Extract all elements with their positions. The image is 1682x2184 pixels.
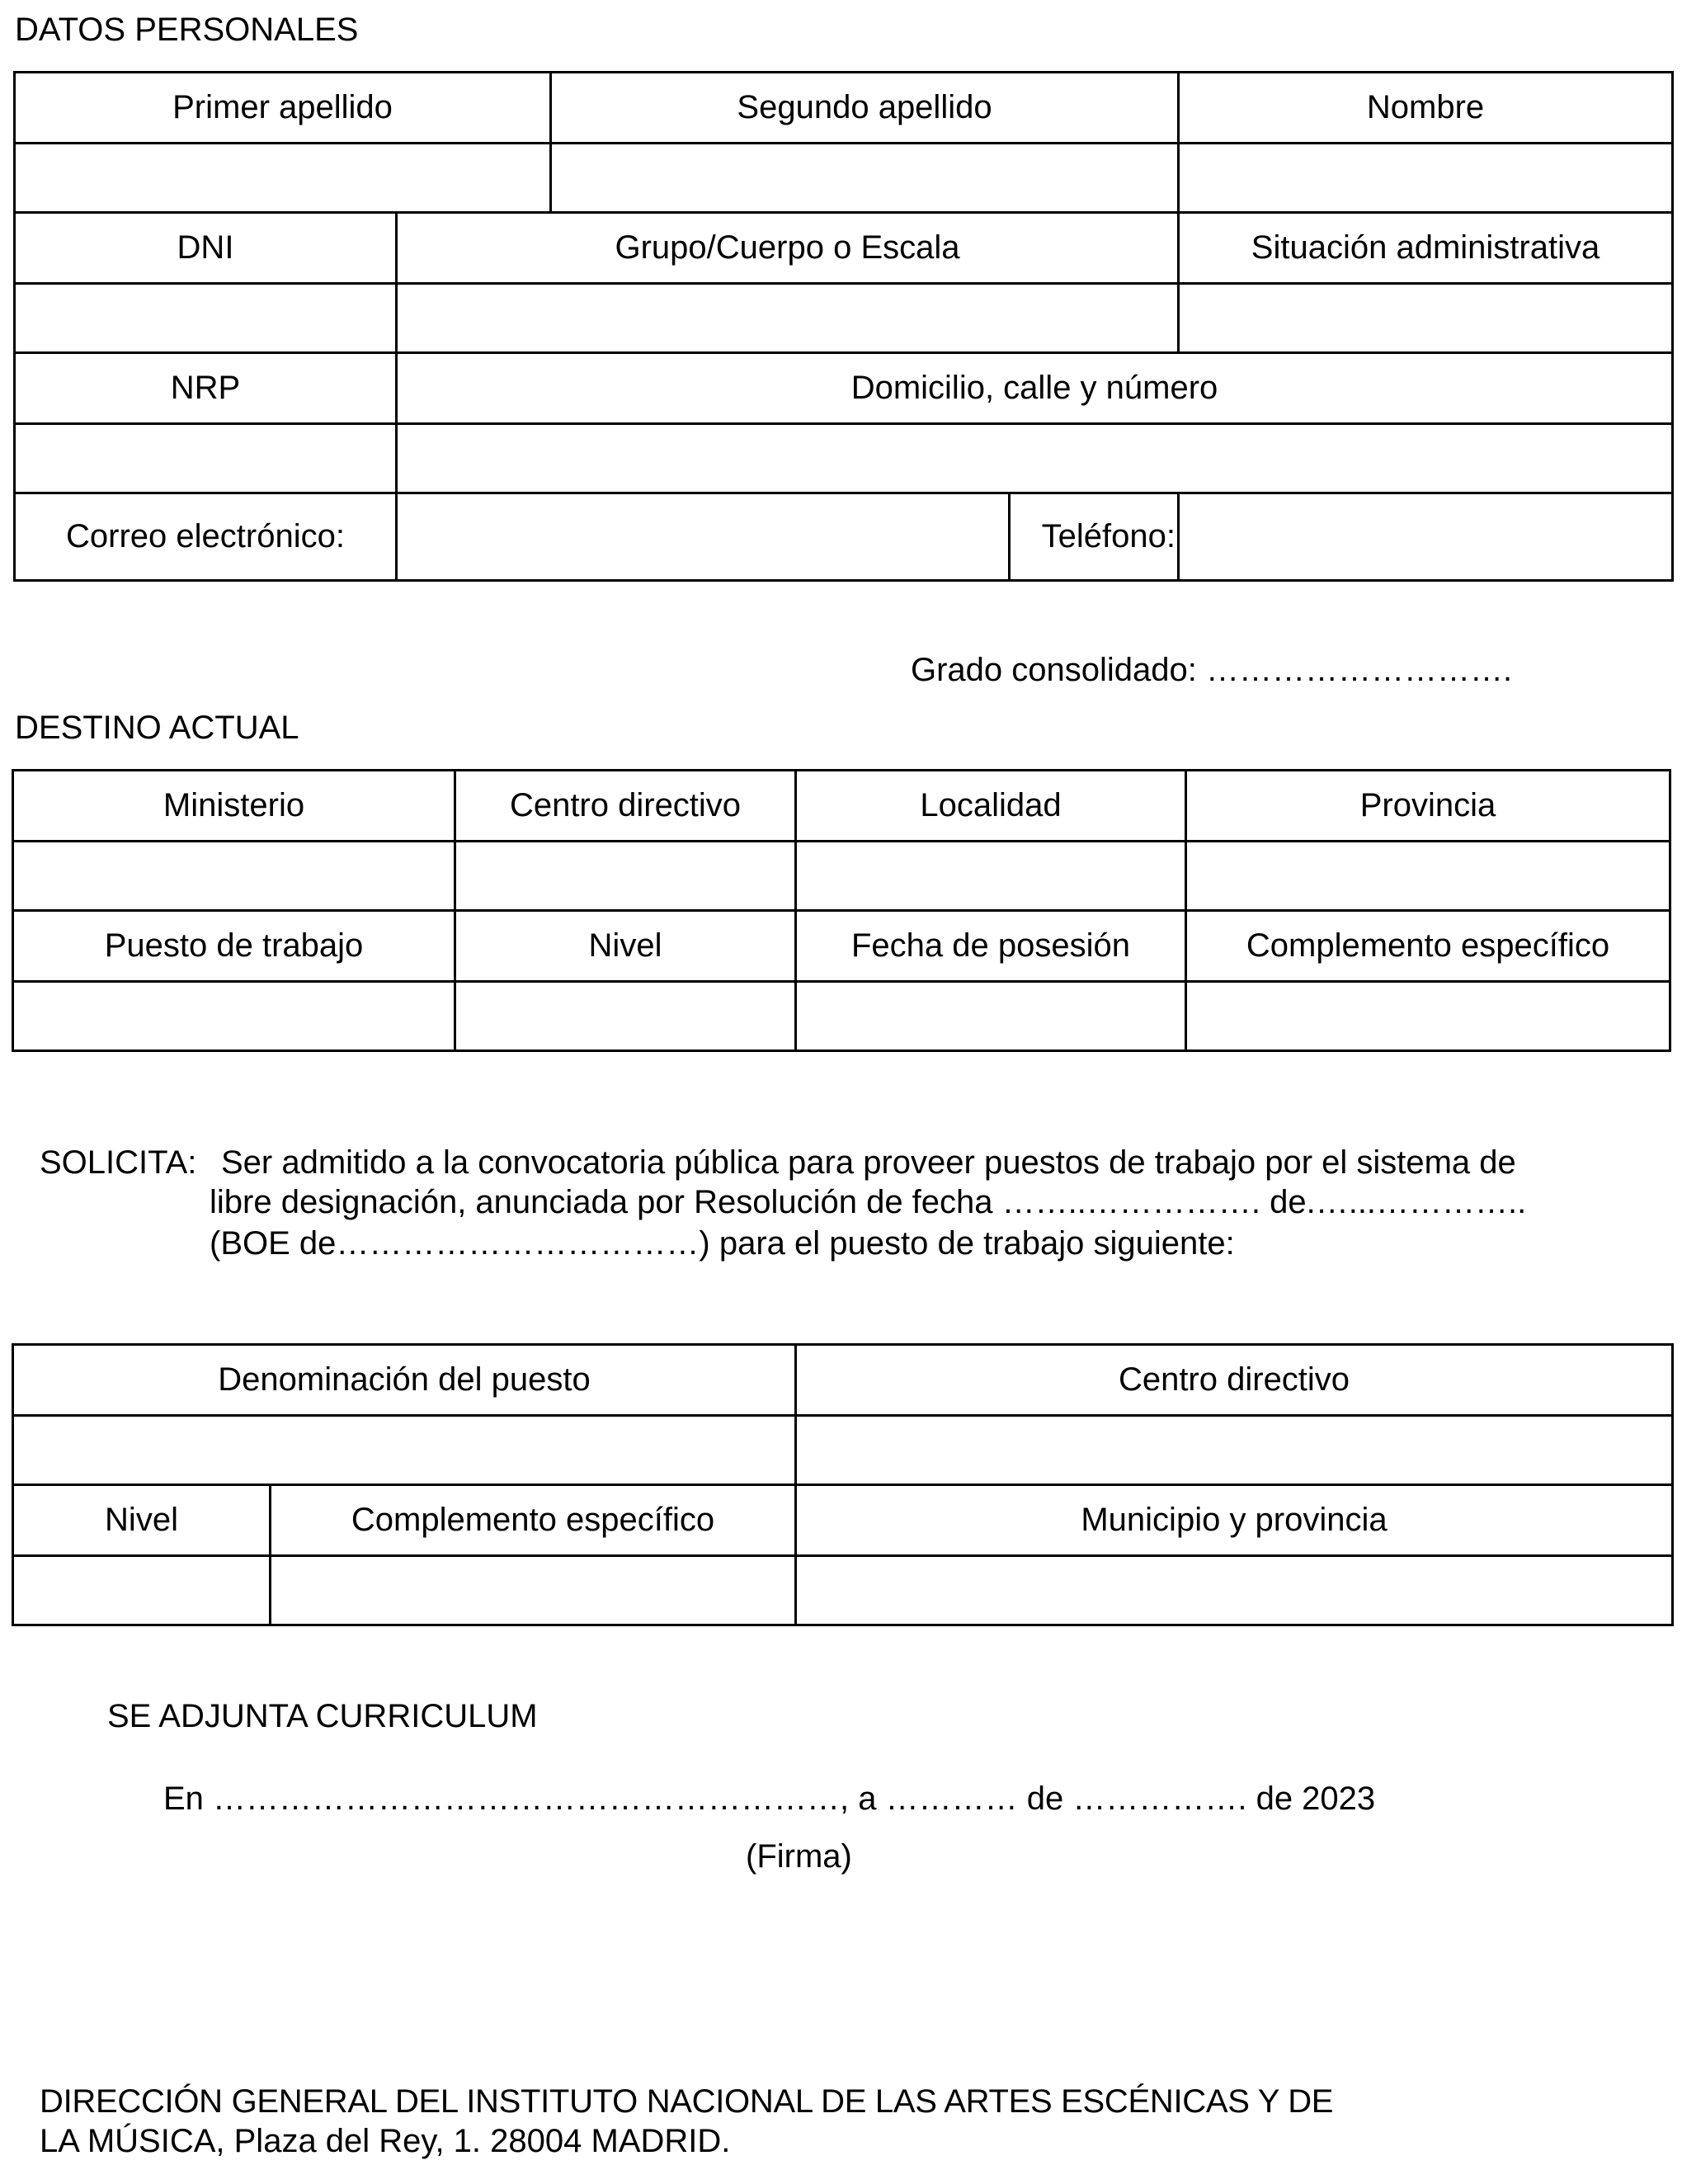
field-fecha-posesion[interactable] [796,982,1186,1051]
label-telefono: Teléfono: [1010,493,1179,581]
label-situacion: Situación administrativa [1179,213,1673,284]
field-primer-apellido[interactable] [15,144,551,213]
field-situacion[interactable] [1179,284,1673,353]
label-grupo: Grupo/Cuerpo o Escala [397,213,1179,284]
puesto-solicitado-table [12,1343,1674,1626]
solicita-label: SOLICITA: [40,1144,197,1181]
field-segundo-apellido[interactable] [551,144,1179,213]
label-denominacion-puesto: Denominación del puesto [13,1345,796,1416]
field-nivel[interactable] [455,982,796,1051]
label-segundo-apellido: Segundo apellido [551,73,1179,144]
section-title-destino-actual: DESTINO ACTUAL [15,710,299,746]
grado-consolidado: Grado consolidado: ………………………. [911,652,1513,688]
field-complemento-puesto[interactable] [271,1556,796,1625]
field-provincia[interactable] [1186,842,1670,911]
adjunta-curriculum: SE ADJUNTA CURRICULUM [107,1698,538,1734]
label-centro-directivo-puesto: Centro directivo [796,1345,1673,1416]
fecha-line: En …………………………………………………, a ………… de ……………. de 2023 [163,1781,1376,1817]
label-localidad: Localidad [796,771,1186,842]
label-municipio-provincia: Municipio y provincia [796,1485,1673,1556]
datos-personales-table [13,71,1674,582]
label-complemento-puesto: Complemento específico [271,1485,796,1556]
firma-label: (Firma) [746,1838,852,1875]
solicita-line-2: libre designación, anunciada por Resolución de fecha ……..……………. de.…...………….. [210,1184,1527,1220]
field-grupo[interactable] [397,284,1179,353]
footer-line-1: DIRECCIÓN GENERAL DEL INSTITUTO NACIONAL DE LAS ARTES ESCÉNICAS Y DE [40,2083,1334,2120]
field-dni[interactable] [15,284,397,353]
label-correo: Correo electrónico: [15,493,397,581]
field-correo[interactable] [397,493,1010,581]
field-denominacion-puesto[interactable] [13,1416,796,1485]
label-primer-apellido: Primer apellido [15,73,551,144]
solicita-line-3: (BOE de……………………………) para el puesto de trabajo siguiente: [210,1225,1235,1262]
label-nivel: Nivel [455,911,796,982]
field-puesto-trabajo[interactable] [13,982,455,1051]
label-ministerio: Ministerio [13,771,455,842]
label-centro-directivo: Centro directivo [455,771,796,842]
field-complemento[interactable] [1186,982,1670,1051]
field-nivel-puesto[interactable] [13,1556,271,1625]
field-centro-directivo-puesto[interactable] [796,1416,1673,1485]
field-domicilio[interactable] [397,424,1673,493]
field-centro-directivo[interactable] [455,842,796,911]
field-nrp[interactable] [15,424,397,493]
label-domicilio: Domicilio, calle y número [397,353,1673,424]
field-ministerio[interactable] [13,842,455,911]
label-nombre: Nombre [1179,73,1673,144]
field-telefono[interactable] [1179,493,1673,581]
field-localidad[interactable] [796,842,1186,911]
label-provincia: Provincia [1186,771,1670,842]
label-nivel-puesto: Nivel [13,1485,271,1556]
label-complemento: Complemento específico [1186,911,1670,982]
label-fecha-posesion: Fecha de posesión [796,911,1186,982]
solicita-line-1: Ser admitido a la convocatoria pública para proveer puestos de trabajo por el sistema de [221,1144,1516,1181]
section-title-datos-personales: DATOS PERSONALES [15,12,359,48]
destino-actual-table [12,769,1671,1052]
footer-line-2: LA MÚSICA, Plaza del Rey, 1. 28004 MADRID. [40,2123,731,2159]
label-puesto-trabajo: Puesto de trabajo [13,911,455,982]
label-nrp: NRP [15,353,397,424]
field-nombre[interactable] [1179,144,1673,213]
label-dni: DNI [15,213,397,284]
field-municipio-provincia[interactable] [796,1556,1673,1625]
